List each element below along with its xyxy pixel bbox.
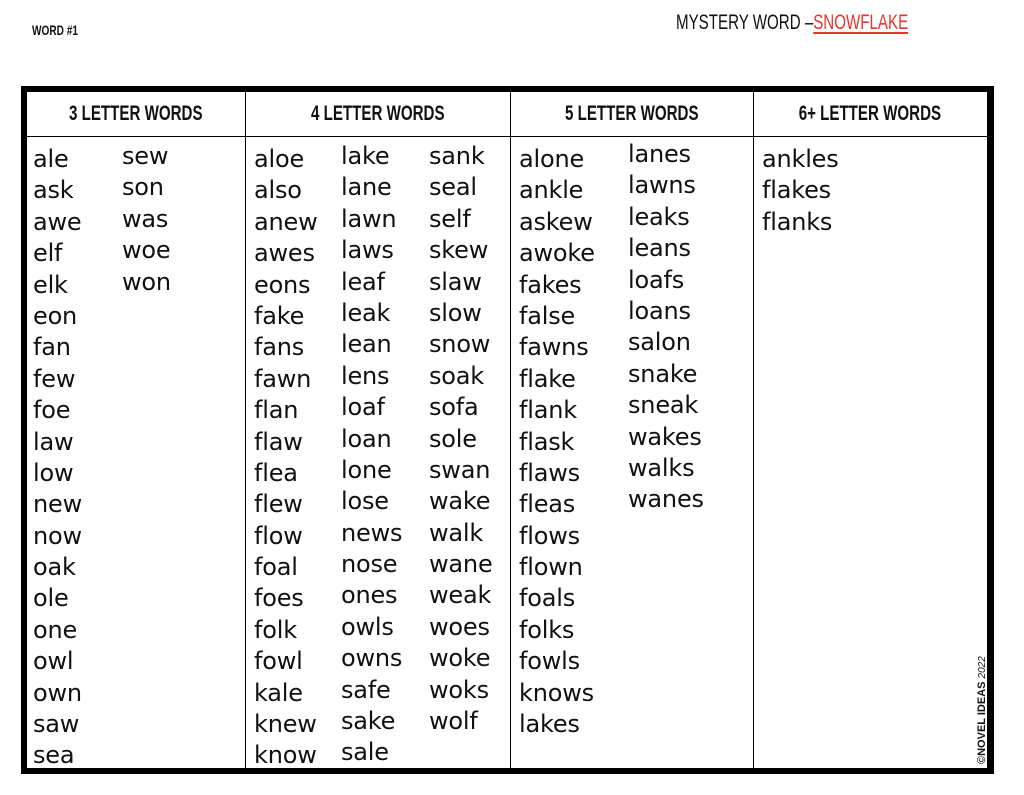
word-item: slaw (429, 267, 482, 296)
word-item: ankle (519, 176, 584, 205)
word-item: news (341, 518, 403, 547)
column-divider (753, 92, 754, 768)
word-item: foal (254, 553, 298, 582)
word-item: law (33, 427, 74, 456)
word-item: ale (33, 145, 69, 173)
word-item: sew (122, 142, 169, 170)
word-item: woes (429, 612, 490, 641)
word-item: fan (33, 333, 71, 362)
word-item: anew (254, 207, 318, 236)
word-item: sank (429, 142, 485, 170)
word-item: eon (33, 301, 78, 330)
word-list-4-letter-a (254, 144, 318, 772)
word-item: flow (254, 521, 303, 550)
word-number-label: WORD #1 (32, 22, 78, 38)
word-item: sofa (429, 393, 479, 422)
table-header-row (27, 92, 987, 137)
word-item: wolf (429, 707, 478, 736)
word-item: leak (341, 298, 391, 327)
word-item: flea (254, 458, 298, 487)
word-item: walks (628, 453, 695, 482)
word-item: saw (33, 710, 80, 739)
word-item: salon (628, 328, 691, 357)
word-item: self (429, 204, 471, 233)
word-item: elf (33, 239, 63, 268)
word-item: fawns (519, 333, 589, 362)
word-item: loaf (341, 393, 385, 422)
word-item: low (33, 458, 74, 487)
word-item: was (122, 204, 169, 233)
word-item: leaks (628, 202, 690, 231)
word-item: safe (341, 675, 391, 704)
word-item: flank (519, 396, 577, 425)
word-item: false (519, 301, 576, 330)
word-item: new (33, 490, 83, 519)
word-item: lawns (628, 171, 696, 200)
word-item: walk (429, 518, 484, 547)
word-item: foe (33, 396, 71, 425)
word-item: seal (429, 173, 477, 202)
word-item: soak (429, 361, 484, 390)
word-item: folk (254, 615, 297, 644)
word-list-5-letter-a (519, 144, 595, 740)
word-item: own (33, 678, 82, 707)
word-item: woke (429, 644, 491, 673)
mystery-word-answer: SNOWFLAKE (813, 11, 909, 34)
word-item: also (254, 176, 302, 205)
word-item: elk (33, 270, 68, 299)
word-item: ankles (762, 145, 839, 173)
word-item: lens (341, 361, 390, 390)
word-item: fleas (519, 490, 576, 519)
word-item: nose (341, 550, 398, 579)
header-4-letter: 4 LETTER WORDS (310, 102, 445, 125)
word-list-3-letter-b (122, 141, 171, 298)
header-3-letter: 3 LETTER WORDS (69, 102, 203, 125)
word-item: foes (254, 584, 304, 613)
word-item: flakes (762, 176, 831, 205)
word-item: fowl (254, 647, 303, 676)
word-item: owl (33, 647, 74, 676)
word-item: owns (341, 644, 403, 673)
mystery-word-title (676, 11, 908, 35)
word-item: ole (33, 584, 69, 613)
word-item: lean (341, 330, 392, 359)
word-item: askew (519, 207, 593, 236)
word-item: skew (429, 236, 489, 265)
word-item: sole (429, 424, 477, 453)
word-item: folks (519, 615, 575, 644)
word-list-3-letter-a (33, 144, 82, 772)
word-item: swan (429, 455, 491, 484)
word-item: leaf (341, 267, 385, 296)
word-item: oak (33, 553, 76, 582)
word-item: fakes (519, 270, 582, 299)
word-item: sake (341, 707, 396, 736)
word-item: alone (519, 145, 585, 173)
word-item: eons (254, 270, 311, 299)
word-item: awe (33, 207, 82, 236)
word-item: won (122, 267, 171, 296)
word-item: weak (429, 581, 492, 610)
word-item: sale (341, 738, 389, 767)
word-item: ones (341, 581, 398, 610)
word-list-4-letter-b (341, 141, 402, 769)
word-item: few (33, 364, 76, 393)
word-list-4-letter-c (429, 141, 493, 737)
word-item: aloe (254, 145, 305, 173)
word-item: wakes (628, 422, 702, 451)
word-item: flan (254, 396, 299, 425)
word-item: one (33, 615, 78, 644)
word-item: loafs (628, 265, 685, 294)
word-item: now (33, 521, 82, 550)
word-item: know (254, 741, 317, 770)
word-item: woe (122, 236, 171, 265)
word-item: owls (341, 612, 394, 641)
word-item: kale (254, 678, 303, 707)
word-item: lone (341, 455, 392, 484)
word-item: wanes (628, 485, 704, 514)
word-item: sneak (628, 391, 699, 420)
word-item: lose (341, 487, 389, 516)
word-item: laws (341, 236, 394, 265)
word-item: flown (519, 553, 583, 582)
word-item: flows (519, 521, 580, 550)
word-item: flask (519, 427, 575, 456)
word-item: fans (254, 333, 305, 362)
word-item: flew (254, 490, 303, 519)
word-item: knew (254, 710, 317, 739)
word-item: flanks (762, 207, 833, 236)
word-item: awoke (519, 239, 595, 268)
word-item: snow (429, 330, 491, 359)
word-list-6-letter (762, 144, 839, 238)
word-item: flaw (254, 427, 303, 456)
word-item: lawn (341, 204, 397, 233)
word-item: lake (341, 142, 390, 170)
word-item: lane (341, 173, 392, 202)
word-item: fowls (519, 647, 580, 676)
mystery-word-label: MYSTERY WORD – (676, 11, 814, 34)
word-item: wane (429, 550, 493, 579)
word-item: lakes (519, 710, 580, 739)
word-list-5-letter-b (628, 139, 704, 516)
word-item: wake (429, 487, 491, 516)
header-5-letter: 5 LETTER WORDS (564, 102, 699, 125)
word-item: lanes (628, 140, 691, 168)
word-item: foals (519, 584, 576, 613)
word-item: ask (33, 176, 74, 205)
word-item: son (122, 173, 164, 202)
word-item: fawn (254, 364, 312, 393)
word-item: flake (519, 364, 576, 393)
word-item: leans (628, 234, 691, 263)
column-divider (510, 92, 511, 768)
word-item: snake (628, 359, 698, 388)
word-item: loans (628, 296, 691, 325)
word-item: awes (254, 239, 315, 268)
word-table (21, 86, 994, 774)
word-item: sea (33, 741, 75, 770)
word-item: woks (429, 675, 489, 704)
word-item: flaws (519, 458, 580, 487)
word-item: slow (429, 298, 482, 327)
header-6-letter: 6+ LETTER WORDS (798, 102, 942, 125)
column-divider (245, 92, 246, 768)
word-item: loan (341, 424, 392, 453)
word-item: fake (254, 301, 305, 330)
copyright-notice: ©NOVEL IDEAS 2022 (976, 656, 988, 764)
word-item: knows (519, 678, 594, 707)
